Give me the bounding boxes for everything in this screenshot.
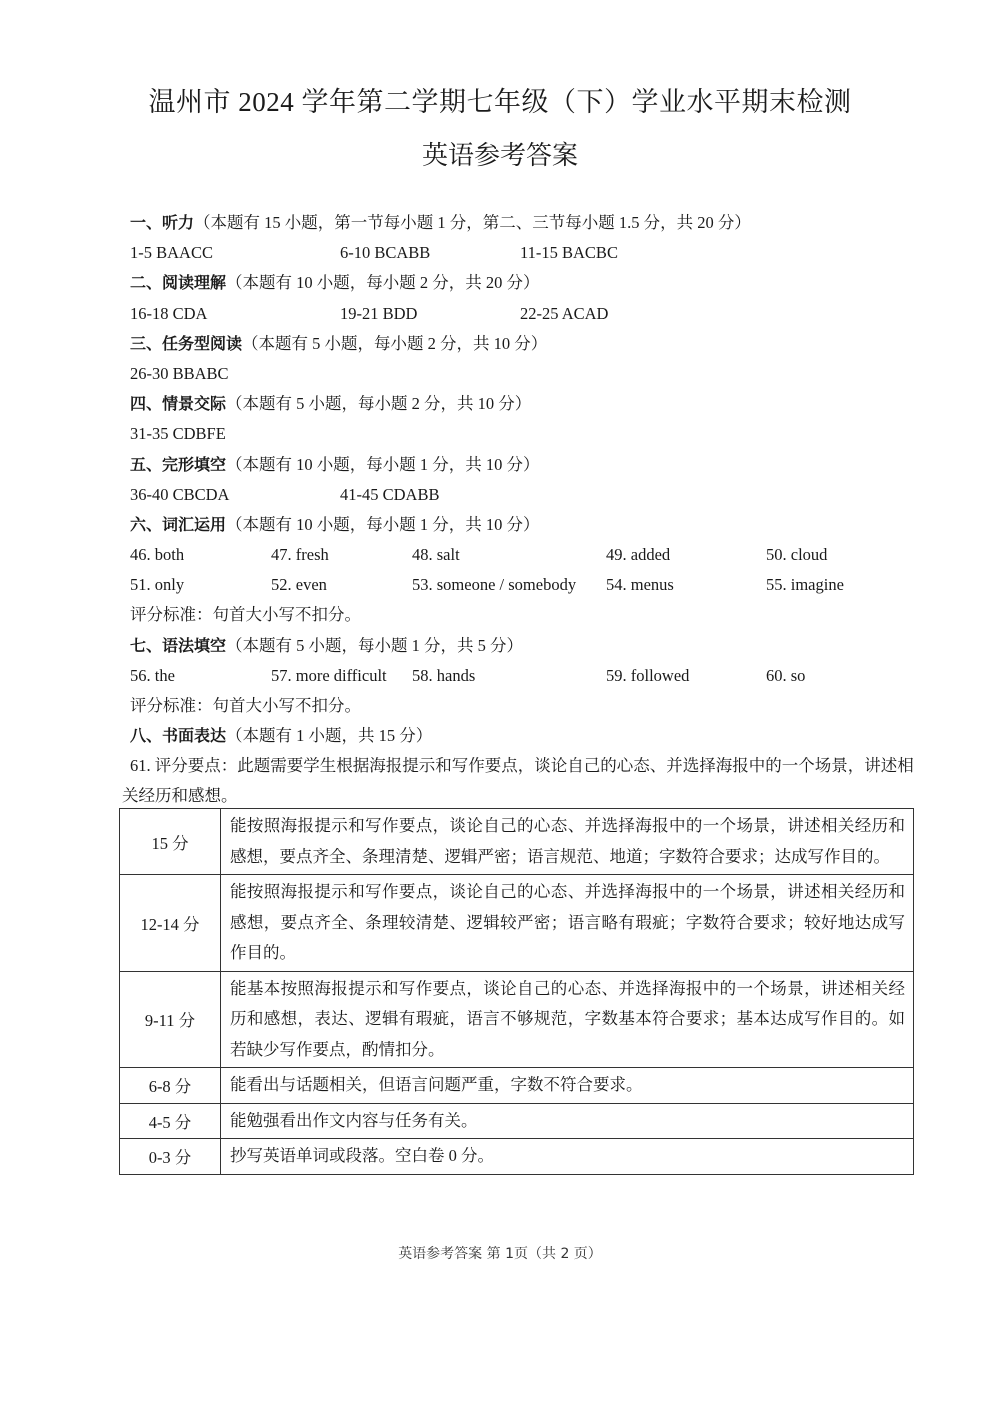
- answer-item: 50. cloud: [766, 545, 828, 565]
- writing-intro-text: 61. 评分要点：此题需要学生根据海报提示和写作要点，谈论自己的心态、并选择海报中的一个场景，讲述相关经历和感想。: [122, 756, 914, 806]
- section-note: （本题有 15 小题，第一节每小题 1 分，第二、三节每小题 1.5 分，共 20 分）: [194, 213, 751, 232]
- answer-row: [130, 359, 920, 389]
- answer-item: 46. both: [130, 545, 185, 565]
- section-heading-vocabulary: [130, 510, 920, 540]
- section-note: （本题有 1 小题，共 15 分）: [226, 726, 433, 746]
- section-title: 一、听力: [130, 213, 195, 232]
- answer-item: 60. so: [766, 665, 806, 685]
- section-title: 四、情景交际: [130, 394, 227, 414]
- rubric-description: 能按照海报提示和写作要点，谈论自己的心态、并选择海报中的一个场景，讲述相关经历和感想，要点齐全、条理较清楚、逻辑较严密；语言略有瑕疵；字数符合要求；较好地达成写作目的。: [221, 875, 914, 972]
- answer-group: 16-18 CDA: [130, 303, 208, 323]
- rubric-row: [120, 1068, 914, 1104]
- answer-group: 6-10 BCABB: [340, 243, 431, 263]
- rubric-row: [120, 809, 914, 875]
- answer-item: 51. only: [130, 575, 185, 595]
- answer-row: [130, 238, 920, 268]
- answer-group: 19-21 BDD: [340, 303, 418, 323]
- section-heading-cloze: [130, 450, 920, 480]
- answer-group: 31-35 CDBFE: [130, 424, 226, 444]
- document-subtitle: 英语参考答案: [421, 141, 578, 170]
- section-note: （本题有 10 小题，每小题 2 分，共 20 分）: [226, 273, 540, 293]
- rubric-score: 9-11 分: [120, 971, 221, 1068]
- section-title: 八、书面表达: [130, 726, 227, 746]
- answer-item: 54. menus: [606, 575, 674, 595]
- grading-criteria: 评分标准：句首大小写不扣分。: [130, 696, 361, 715]
- answer-group: 26-30 BBABC: [130, 363, 229, 383]
- rubric-row: [120, 1103, 914, 1139]
- answer-row: [130, 480, 920, 510]
- answer-row: [130, 661, 920, 691]
- answer-item: 55. imagine: [766, 575, 844, 595]
- rubric-description: 抄写英语单词或段落。空白卷 0 分。: [221, 1139, 914, 1175]
- rubric-row: [120, 971, 914, 1068]
- answer-content: [122, 208, 920, 811]
- answer-item: 49. added: [606, 545, 671, 565]
- section-title: 七、语法填空: [130, 635, 227, 655]
- section-title: 五、完形填空: [130, 454, 227, 474]
- answer-group: 1-5 BAACC: [130, 243, 213, 263]
- answer-item: 53. someone / somebody: [412, 575, 577, 595]
- section-note: （本题有 5 小题，每小题 1 分，共 5 分）: [226, 635, 524, 655]
- page-footer: 英语参考答案 第 1页（共 2 页）: [398, 1246, 602, 1262]
- section-title: 三、任务型阅读: [130, 333, 243, 353]
- section-heading-writing: [130, 721, 920, 751]
- section-title: 六、词汇运用: [130, 514, 227, 534]
- rubric-score: 4-5 分: [120, 1103, 221, 1139]
- answer-item: 59. followed: [606, 665, 690, 685]
- section-note: （本题有 5 小题，每小题 2 分，共 10 分）: [226, 394, 532, 414]
- answer-row: [130, 570, 920, 600]
- rubric-description: 能按照海报提示和写作要点，谈论自己的心态、并选择海报中的一个场景，讲述相关经历和感想，要点齐全、条理清楚、逻辑严密；语言规范、地道；字数符合要求；达成写作目的。: [221, 809, 914, 875]
- rubric-score: 6-8 分: [120, 1068, 221, 1104]
- answer-group: 11-15 BACBC: [520, 243, 618, 263]
- answer-item: 48. salt: [412, 545, 460, 565]
- rubric-row: [120, 1139, 914, 1175]
- rubric-description: 能看出与话题相关，但语言问题严重，字数不符合要求。: [221, 1068, 914, 1104]
- rubric-score: 0-3 分: [120, 1139, 221, 1175]
- answer-group: 41-45 CDABB: [340, 484, 440, 504]
- answer-row: [130, 419, 920, 449]
- section-heading-reading: [130, 268, 920, 298]
- rubric-score: 15 分: [120, 809, 221, 875]
- answer-item: 47. fresh: [271, 545, 329, 565]
- section-heading-dialogue: [130, 389, 920, 419]
- rubric-score: 12-14 分: [120, 875, 221, 972]
- section-note: （本题有 10 小题，每小题 1 分，共 10 分）: [226, 454, 540, 474]
- rubric-description: 能勉强看出作文内容与任务有关。: [221, 1103, 914, 1139]
- section-title: 二、阅读理解: [130, 273, 227, 293]
- answer-group: 22-25 ACAD: [520, 303, 609, 323]
- answer-row: [130, 540, 920, 570]
- answer-group: 36-40 CBCDA: [130, 484, 230, 504]
- section-note: （本题有 10 小题，每小题 1 分，共 10 分）: [226, 514, 540, 534]
- answer-item: 56. the: [130, 665, 175, 685]
- rubric-description: 能基本按照海报提示和写作要点，谈论自己的心态、并选择海报中的一个场景，讲述相关经历和感想，表达、逻辑有瑕疵，语言不够规范，字数基本符合要求；基本达成写作目的。如若缺少写作要点，酌情扣分。: [221, 971, 914, 1068]
- answer-item: 52. even: [271, 575, 327, 595]
- grading-criteria: 评分标准：句首大小写不扣分。: [130, 605, 361, 625]
- section-heading-grammar: [130, 631, 920, 661]
- section-note: （本题有 5 小题，每小题 2 分，共 10 分）: [242, 333, 548, 353]
- writing-rubric-table: [119, 808, 914, 1175]
- document-title: 温州市 2024 学年第二学期七年级（下）学业水平期末检测: [148, 87, 852, 117]
- answer-row: [130, 299, 920, 329]
- section-heading-listening: [130, 208, 920, 238]
- rubric-row: [120, 875, 914, 972]
- writing-intro: [122, 751, 920, 811]
- answer-item: 58. hands: [412, 665, 476, 685]
- answer-item: 57. more difficult: [271, 665, 387, 685]
- section-heading-task-reading: [130, 329, 920, 359]
